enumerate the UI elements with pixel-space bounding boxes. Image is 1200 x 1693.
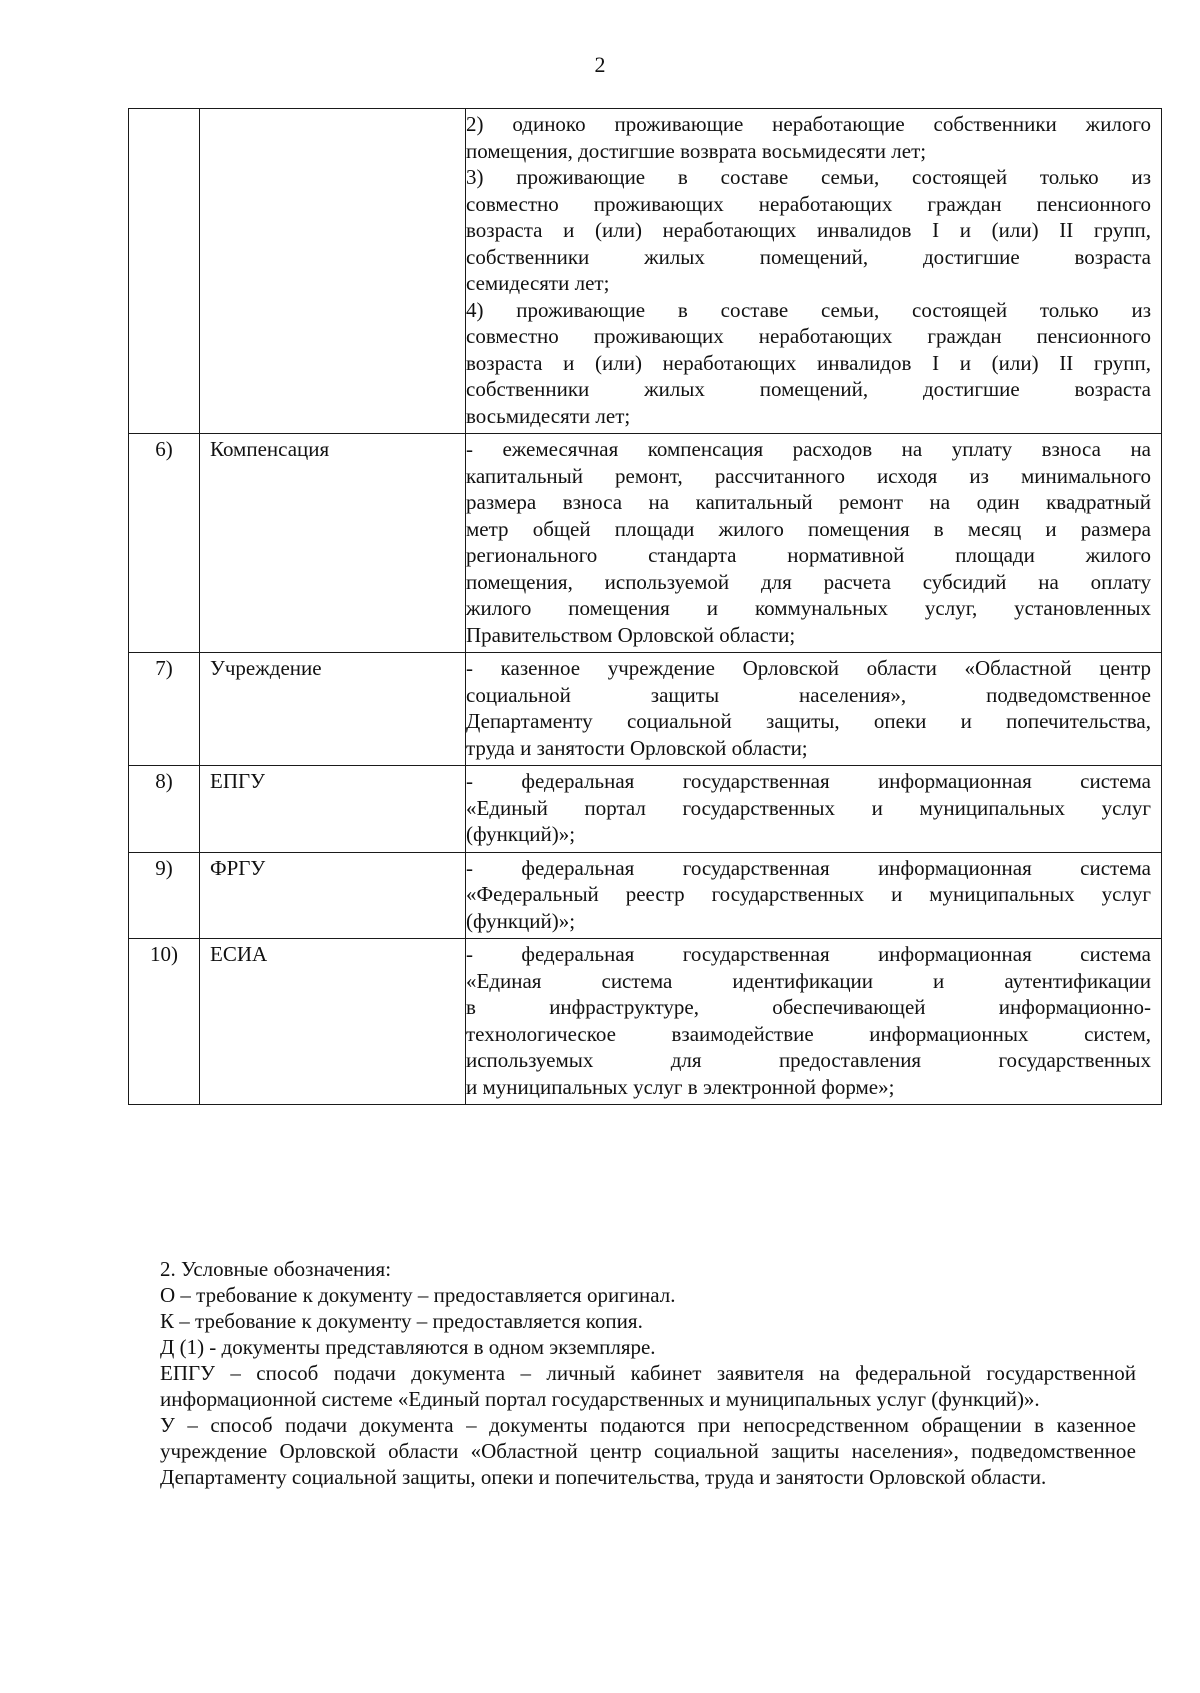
legend-item: У – способ подачи документа – документы подаются при непосредственном обращении в казенное учреждение Орловской области «Областной центр социальной защиты населения», подведомственное Департаменту социальной защиты, опеки и попечительства, труда и занятости Орловской области. — [160, 1413, 1136, 1489]
definition-line: регионального стандарта нормативной площади жилого — [466, 543, 1151, 567]
row-definition — [466, 766, 1162, 853]
definition-line: помещения, используемой для расчета субсидий на оплату — [466, 569, 1151, 594]
row-number: 10) — [129, 939, 200, 1105]
definitions-table — [128, 108, 1162, 1105]
row-number — [129, 109, 200, 434]
table-row — [129, 653, 1162, 766]
definition-line: - федеральная государственная информационная система — [466, 769, 1151, 793]
definition-line: «Единый портал государственных и муниципальных услуг — [466, 795, 1151, 820]
definition-line: Правительством Орловской области; — [466, 622, 796, 647]
definition-line: семидесяти лет; — [466, 271, 610, 295]
definition-line: Департаменту социальной защиты, опеки и попечительства, — [466, 709, 1151, 733]
row-term: ЕСИА — [200, 939, 466, 1105]
table-row — [129, 109, 1162, 434]
legend-heading: 2. Условные обозначения: — [160, 1257, 392, 1281]
row-term: ЕПГУ — [200, 766, 466, 853]
definition-line: (функций)»; — [466, 822, 576, 846]
definition-line: и муниципальных услуг в электронной форме»; — [466, 1074, 895, 1099]
legend-item: Д (1) - документы представляются в одном экземпляре. — [160, 1335, 656, 1359]
definition-line: 4) проживающие в составе семьи, состоящей только из — [466, 297, 1151, 322]
row-definition — [466, 109, 1162, 434]
legend-item: К – требование к документу – предоставляется копия. — [160, 1309, 643, 1333]
definition-line: помещения, достигшие возврата восьмидесяти лет; — [466, 138, 927, 163]
row-term: Компенсация — [200, 434, 466, 653]
definition-line: (функций)»; — [466, 908, 576, 933]
row-definition — [466, 939, 1162, 1105]
table-row — [129, 434, 1162, 653]
row-definition — [466, 434, 1162, 653]
definition-line: совместно проживающих неработающих граждан пенсионного — [466, 191, 1151, 216]
table-row — [129, 939, 1162, 1105]
definition-line: используемых для предоставления государственных — [466, 1048, 1151, 1072]
legend-section — [160, 1256, 1136, 1490]
definition-line: собственники жилых помещений, достигшие возраста — [466, 377, 1151, 401]
definition-line: капитальный ремонт, рассчитанного исходя из минимального — [466, 463, 1151, 488]
row-term — [200, 109, 466, 434]
row-number: 8) — [129, 766, 200, 853]
row-term: Учреждение — [200, 653, 466, 766]
definition-line: собственники жилых помещений, достигшие возраста — [466, 244, 1151, 269]
definition-line: возраста и (или) неработающих инвалидов I и (или) II групп, — [466, 218, 1151, 242]
row-definition — [466, 852, 1162, 939]
page-number: 2 — [594, 52, 606, 77]
table-row — [129, 852, 1162, 939]
row-number: 9) — [129, 852, 200, 939]
definition-line: восьмидесяти лет; — [466, 403, 631, 428]
row-number: 7) — [129, 653, 200, 766]
definition-line: технологическое взаимодействие информационных систем, — [466, 1021, 1151, 1046]
definition-line: в инфраструктуре, обеспечивающей информационно- — [466, 995, 1151, 1019]
definition-line: «Федеральный реестр государственных и муниципальных услуг — [466, 882, 1151, 906]
definition-line: жилого помещения и коммунальных услуг, установленных — [466, 596, 1151, 620]
definition-line: «Единая система идентификации и аутентификации — [466, 968, 1151, 993]
definition-line: возраста и (или) неработающих инвалидов I и (или) II групп, — [466, 350, 1151, 375]
legend-item: ЕПГУ – способ подачи документа – личный кабинет заявителя на федеральной государственной информационной системе «Единый портал государственных и муниципальных услуг (функций)». — [160, 1361, 1136, 1411]
definition-line: социальной защиты населения», подведомственное — [466, 682, 1151, 707]
definition-line: - федеральная государственная информационная система — [466, 942, 1151, 966]
definition-line: труда и занятости Орловской области; — [466, 735, 808, 760]
definition-line: - казенное учреждение Орловской области «Областной центр — [466, 656, 1151, 680]
definition-line: - федеральная государственная информационная система — [466, 855, 1151, 880]
definition-line: размера взноса на капитальный ремонт на один квадратный — [466, 490, 1151, 514]
row-number: 6) — [129, 434, 200, 653]
definition-line: метр общей площади жилого помещения в месяц и размера — [466, 516, 1151, 541]
definition-line: 2) одиноко проживающие неработающие собственники жилого — [466, 112, 1151, 136]
definition-line: 3) проживающие в составе семьи, состоящей только из — [466, 165, 1151, 189]
row-term: ФРГУ — [200, 852, 466, 939]
definition-line: совместно проживающих неработающих граждан пенсионного — [466, 324, 1151, 348]
row-definition — [466, 653, 1162, 766]
table-row — [129, 766, 1162, 853]
definition-line: - ежемесячная компенсация расходов на уплату взноса на — [466, 437, 1151, 461]
legend-item: О – требование к документу – предоставляется оригинал. — [160, 1283, 676, 1307]
